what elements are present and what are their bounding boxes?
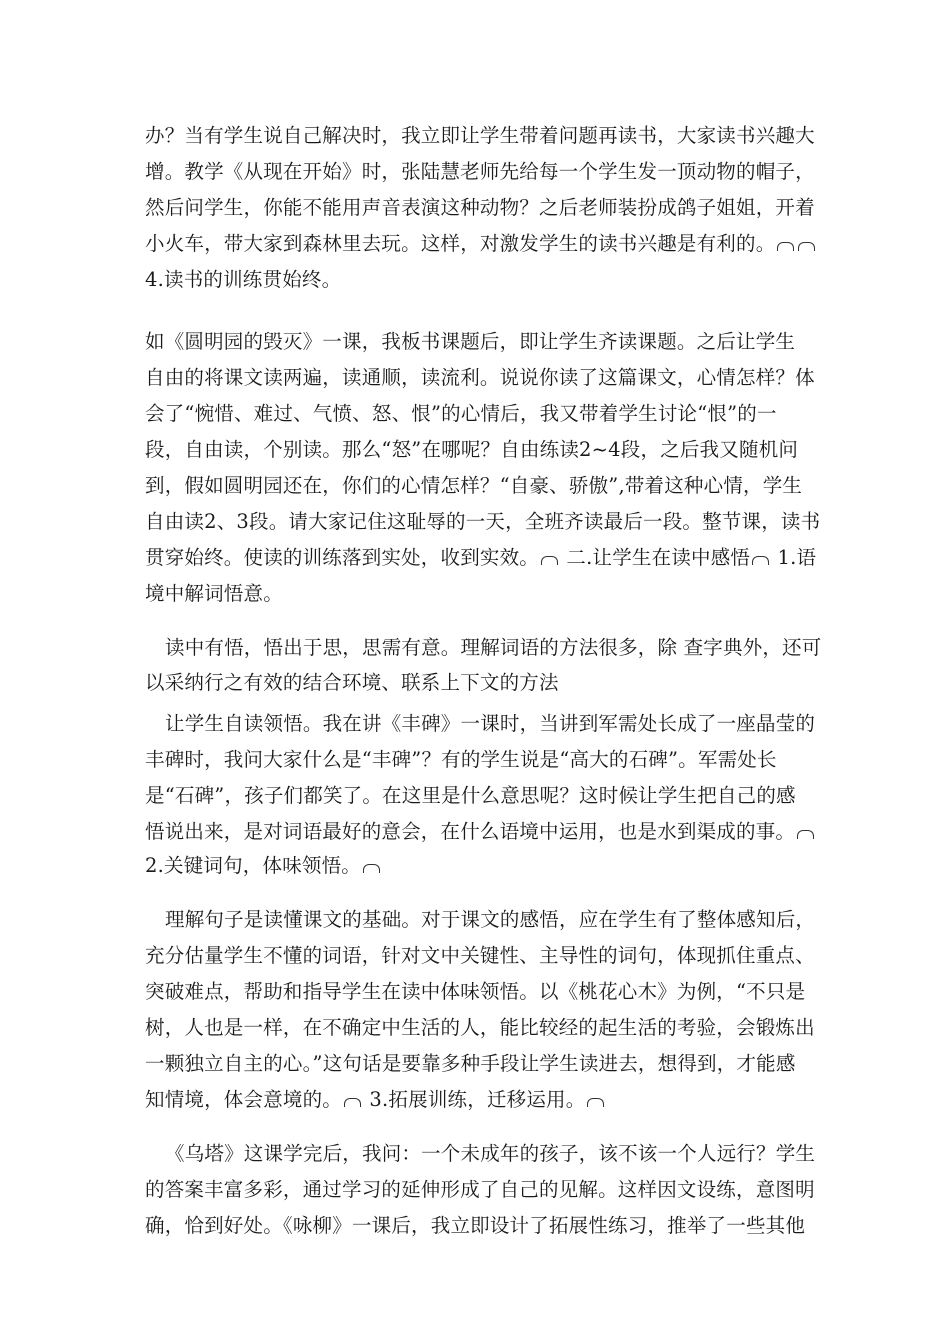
text-line: 让学生自读领悟。我在讲《丰碑》一课时，当讲到军需处长成了一座晶莹的	[165, 712, 816, 735]
text-line: 知情境，体会意境的。 3.拓展训练，迁移运用。	[145, 1082, 815, 1118]
paragraph-mark	[798, 242, 815, 251]
text-line: 理解句子是读懂课文的基础。对于课文的感悟，应在学生有了整体感知后，	[165, 908, 816, 931]
text-line: 充分估量学生不懂的词语，针对文中关键性、主导性的词句，体现抓住重点、	[145, 944, 815, 967]
paragraph-mark	[752, 556, 769, 565]
text-line: 贯穿始终。使读的训练落到实处，收到实效。 二.让学生在读中感悟 1.语	[145, 546, 817, 569]
text-line: 的答案丰富多彩，通过学习的延伸形成了自己的见解。这样因文设练，意图明	[145, 1178, 815, 1201]
section-heading: 2.关键词句，体味领悟。	[145, 848, 815, 884]
text-line: 《乌塔》这课学完后，我问：一个未成年的孩子，该不该一个人远行？学生	[165, 1142, 816, 1165]
text-line: 以采纳行之有效的结合环境、联系上下文的方法	[145, 671, 559, 694]
paragraph-mark	[587, 1098, 604, 1107]
paragraph-mark	[541, 556, 558, 565]
text-line: 树，人也是一样，在不确定中生活的人，能比较经的起生活的考验，会锻炼出	[145, 1016, 815, 1039]
text-line: 小火车，带大家到森林里去玩。这样，对激发学生的读书兴趣是有利的。	[145, 226, 815, 262]
text-line: 自由的将课文读两遍，读通顺，读流利。说说你读了这篇课文，心情怎样？体	[145, 366, 815, 389]
text-line: 增。教学《从现在开始》时，张陆慧老师先给每一个学生发一顶动物的帽子，	[145, 160, 815, 183]
text-line: 突破难点，帮助和指导学生在读中体味领悟。以《桃花心木》为例，“不只是	[145, 980, 806, 1003]
text-line: 丰碑时，我问大家什么是“丰碑”？有的学生说是“高大的石碑”。军需处长	[145, 748, 777, 771]
paragraph-mark	[797, 830, 814, 839]
text-line: 会了“惋惜、难过、气愤、怒、恨”的心情后，我又带着学生讨论“恨”的一	[145, 402, 777, 425]
section-heading: 4.读书的训练贯始终。	[145, 268, 342, 291]
paragraph-mark	[777, 242, 794, 251]
text-line: 是“石碑”，孩子们都笑了。在这里是什么意思呢？这时候让学生把自己的感	[145, 784, 796, 807]
text-line: 确，恰到好处。《咏柳》一课后，我立即设计了拓展性练习，推举了一些其他	[145, 1214, 806, 1237]
text-line: 悟说出来，是对词语最好的意会，在什么语境中运用，也是水到渠成的事。	[145, 814, 815, 850]
paragraph-mark	[363, 864, 380, 873]
text-line: 然后问学生，你能不能用声音表演这种动物？之后老师装扮成鸽子姐姐，开着	[145, 196, 815, 219]
text-line: 一颗独立自主的心。”这句话是要靠多种手段让学生读进去，想得到，才能感	[145, 1052, 796, 1075]
text-line: 如《圆明园的毁灭》一课，我板书课题后，即让学生齐读课题。之后让学生	[145, 330, 796, 353]
text-line: 自由读2、3段。请大家记住这耻辱的一天，全班齐读最后一段。整节课，读书	[145, 510, 821, 533]
text-line: 办？当有学生说自己解决时，我立即让学生带着问题再读书，大家读书兴趣大	[145, 124, 815, 147]
paragraph-mark	[344, 1098, 361, 1107]
text-line: 段，自由读，个别读。那么“怒”在哪呢？自由练读2~4段，之后我又随机问	[145, 438, 799, 461]
text-line: 读中有悟，悟出于思，思需有意。理解词语的方法很多，除 查字典外，还可	[165, 636, 822, 659]
text-line: 到，假如圆明园还在，你们的心情怎样？“自豪、骄傲”,带着这种心情，学生	[145, 474, 803, 497]
text-line: 境中解词悟意。	[145, 582, 283, 605]
